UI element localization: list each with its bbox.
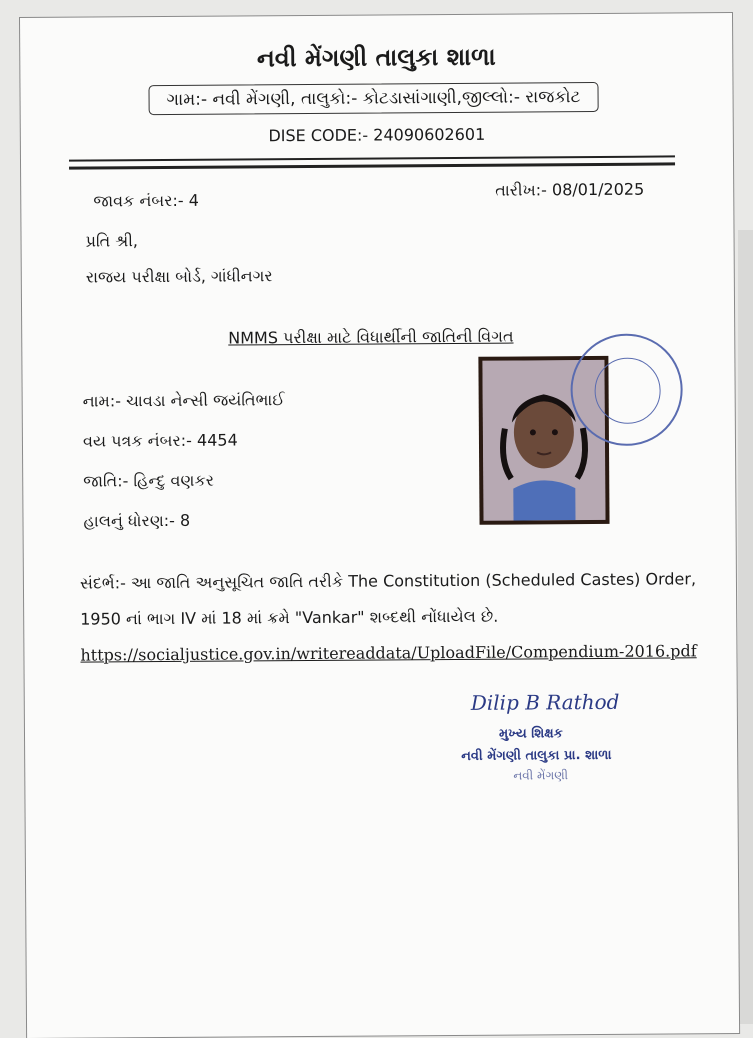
page-edge-shadow [738, 230, 753, 1024]
register-number: વય પત્રક નંબર:- 4454 [82, 430, 238, 451]
header-rule-thick [69, 162, 675, 169]
subject-line: NMMS પરીક્ષા માટે વિધાર્થીની જાતિની વિગત [228, 326, 514, 348]
reference-line-2: 1950 નાં ભાગ IV માં 18 માં ક્રમે "Vankar" શબ્દથી નોંધાયેલ છે. [80, 606, 499, 629]
letter-date: તારીખ:- 08/01/2025 [495, 179, 645, 200]
dise-code: DISE CODE:- 24090602601 [268, 124, 486, 146]
outward-number: જાવક નંબર:- 4 [93, 190, 199, 211]
school-stamp [570, 333, 683, 446]
student-name: નામ:- ચાવડા નેન્સી જયંતિભાઈ [82, 390, 285, 411]
header-rule-thin [69, 155, 675, 161]
document-page [20, 13, 739, 1038]
reference-link[interactable]: https://socialjustice.gov.in/writereaddata/UploadFile/Compendium-2016.pdf [80, 641, 697, 665]
recipient-salutation: પ્રતિ શ્રી, [85, 231, 139, 251]
signatory-school: નવી મેંગણી તાલુકા પ્રા. શાળા [461, 747, 612, 764]
current-standard: હાલનું ધોરણ:- 8 [83, 510, 191, 531]
principal-signature: Dilip B Rathod [470, 689, 620, 715]
school-title: નવી મેંગણી તાલુકા શાળા [256, 42, 496, 73]
student-caste: જાતિ:- હિન્દુ વણકર [83, 470, 215, 491]
recipient-name: રાજય પરીક્ષા બોર્ડ, ગાંધીનગર [85, 266, 273, 287]
address-box: ગામ:- નવી મેંગણી, તાલુકો:- કોટડાસાંગાણી,જીલ્લો:- રાજકોટ [148, 82, 598, 115]
signatory-title: મુખ્ય શિક્ષક [498, 726, 563, 742]
signatory-place: નવી મેંગણી [513, 768, 569, 783]
reference-line-1: સંદર્ભ:- આ જાતિ અનુસૂચિત જાતિ તરીકે The Constitution (Scheduled Castes) Order, [79, 569, 697, 593]
